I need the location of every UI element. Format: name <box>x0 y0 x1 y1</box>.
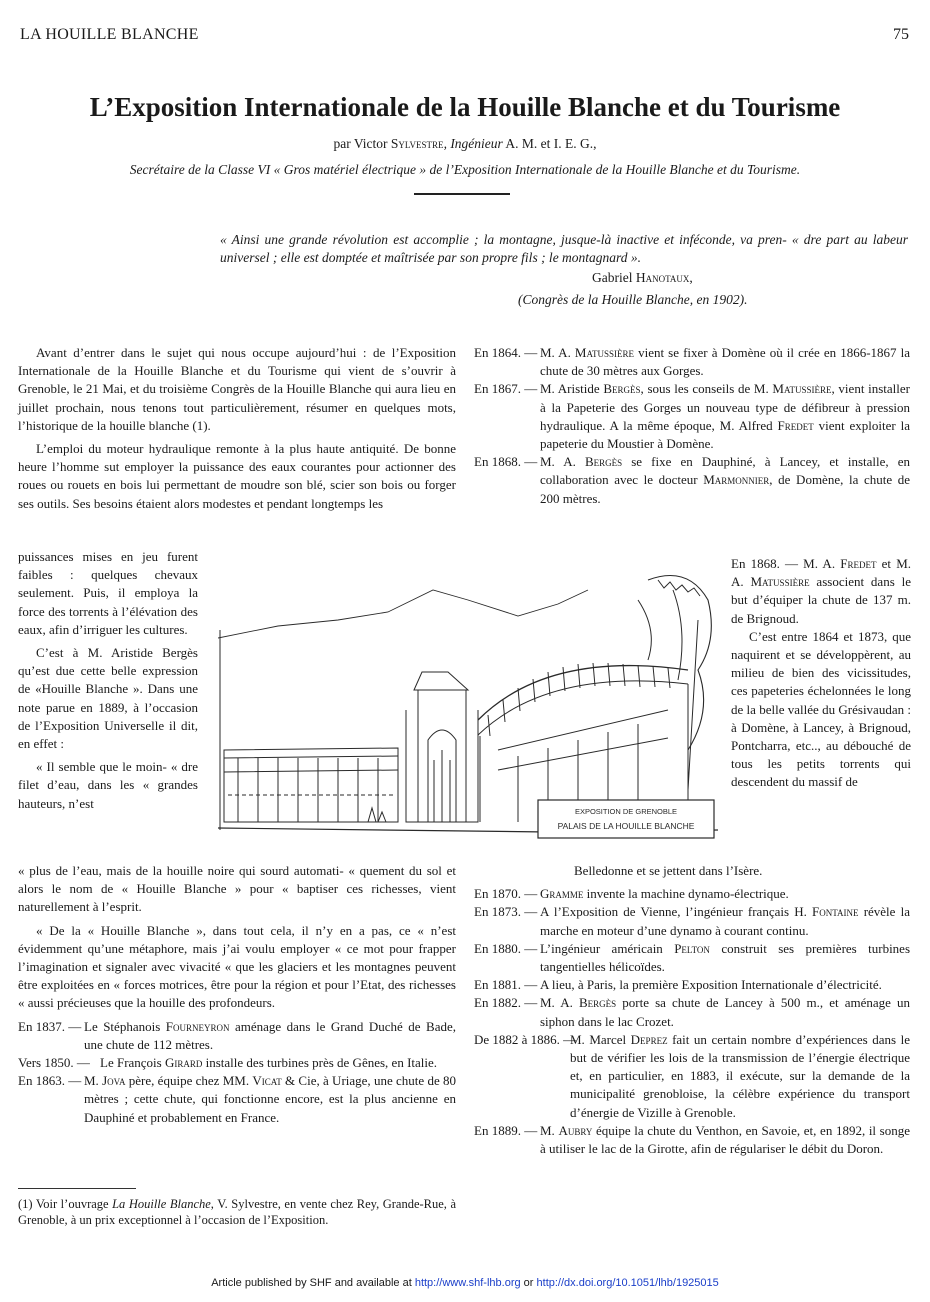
paragraph-berges: C’est à M. Aristide Bergès qu’est due cette belle expression de «Houille Blanche ». Dans une note parue en 1889, à l’occasion de l’Exposition Universelle il dit, en effet : <box>18 645 198 752</box>
running-title: LA HOUILLE BLANCHE <box>20 26 199 43</box>
entry-1850: Vers 1850. — Le François Girard installe des turbines près de Gênes, en Italie. <box>18 1055 438 1071</box>
quote-berges-2: « De la « Houille Blanche », dans tout cela, il n’y en a pas, ce « n’est évidemment qu’une métaphore, mais j’ai voulu employer « ce mot pour frapper l’imagination et signaler avec vivacité « que les glaciers et les montagnes peuvent être exploitées en « forces motrices, être pour la région et pour l’Etat, des richesses « aussi précieuses que la houille des profondeurs. <box>18 922 456 1011</box>
left-column-lower <box>18 862 456 1127</box>
entry-1868: En 1868. — M. A. Bergès se fixe en Dauphiné, à Lancey, et installe, en collaboration avec le docteur Marmonnier, de Domène, la chute de 200 mètres. <box>474 454 910 506</box>
entry-1882: En 1882. — M. A. Bergès porte sa chute de Lancey à 500 m., et aménage un siphon dans le lac Crozet. <box>474 995 910 1029</box>
paragraph-intro: Avant d’entrer dans le sujet qui nous occupe aujourd’hui : de l’Exposition Internationale de la Houille Blanche et du Tourisme qui vient de s’ouvrir à Grenoble, le 21 Mai, et du troisième Congrès de la Houille Blanche qui aura lieu en juillet prochain, nous tenons tout particulièrement, résumer en quelques mots, l’historique de la houille blanche (1). <box>18 345 456 433</box>
palais-illustration <box>218 560 720 850</box>
entry-1868-fredet: En 1868. — M. A. Fredet et M. A. Matussière associent dans le but d’équiper la chute de 137 m. de Brignoud. <box>731 556 912 626</box>
title-rule <box>414 193 510 195</box>
entry-1870: En 1870. — Gramme invente la machine dynamo-électrique. <box>474 886 789 902</box>
entry-1873: En 1873. — A l’Exposition de Vienne, l’ingénieur français H. Fontaine révèle la marche en moteur d’une dynamo à courant continu. <box>474 904 910 938</box>
byline: par Victor Sylvestre, Ingénieur A. M. et I. E. G., <box>333 136 597 151</box>
quote-berges-cont: « plus de l’eau, mais de la houille noire qui sourd automati- « quement du sol et alors le nom de « Houille Blanche » pour « baptiser ces richesses, vient naturellement à l’esprit. <box>18 863 456 915</box>
illustration-drawing <box>218 576 718 839</box>
paragraph-history: L’emploi du moteur hydraulique remonte à la plus haute antiquité. De bonne heure l’homme sut employer la puissance des eaux courantes pour actionner des roues ou rouets en bois lui permettant de moudre son blé, scier son bois ou forger ses outils. Ses besoins étaient alors modestes et pendant longtemps les <box>18 441 456 511</box>
right-column-top <box>474 344 910 508</box>
paragraph-papeteries-cont: Belledonne et se jettent dans l’Isère. <box>574 863 763 878</box>
subtitle: Secrétaire de la Classe VI « Gros matériel électrique » de l’Exposition Internationale de la Houille Blanche et du Tourisme. <box>129 162 801 177</box>
epigraph: « Ainsi une grande révolution est accomplie ; la montagne, jusque-là inactive et inféconde, va pren- « dre part au labeur universel ; elle est domptée et maîtrisée par son propre fils ; le montagnard ». <box>220 232 908 265</box>
publication-footer: Article published by SHF and available at http://www.shf-lhb.org or http://dx.doi.org/10.1051/lhb/1925015 <box>211 1277 719 1289</box>
entry-1864: En 1864. — M. A. Matussière vient se fixer à Domène où il crée en 1866-1867 la chute de 30 mètres aux Gorges. <box>474 345 910 379</box>
epigraph-author: Gabriel Hanotaux, <box>592 270 693 285</box>
illustration-caption-top: EXPOSITION DE GRENOBLE <box>574 807 678 816</box>
entry-1880: En 1880. — L’ingénieur américain Pelton construit ses premières turbines tangentielles hélicoïdes. <box>474 940 911 975</box>
entry-1889: En 1889. — M. Aubry équipe la chute du Venthon, en Savoie, et, en 1892, il songe à utiliser le lac de la Girotte, afin de régulariser le débit du Doron. <box>474 1122 910 1157</box>
quote-berges-start: « Il semble que le moin- « dre filet d’eau, dans les « grandes hauteurs, n’est <box>18 759 198 811</box>
right-column-narrow <box>731 555 911 792</box>
entry-1881: En 1881. — A lieu, à Paris, la première Exposition Internationale d’électricité. <box>474 977 882 993</box>
entry-1863: En 1863. — M. Jova père, équipe chez MM. Vicat & Cie, à Uriage, une chute de 80 mètres ; cette chute, qui fonctionne encore, est la plus ancienne en Dauphiné et probablement en France. <box>18 1073 456 1125</box>
entry-1867: En 1867. — M. Aristide Bergès, sous les conseils de M. Matussière, vient installer à la Papeterie des Gorges un nouveau type de défibreur à pression hydraulique. A la même époque, M. Alfred Fredet vient exploiter la papeterie du Moustier à Domène. <box>474 381 910 452</box>
article-title: L’Exposition Internationale de la Houille Blanche et du Tourisme <box>89 92 841 122</box>
shf-link[interactable]: http://www.shf-lhb.org <box>414 1277 521 1289</box>
paragraph-papeteries: C’est entre 1864 et 1873, que naquirent et se développèrent, au milieu de bien des vicissitudes, ces papeteries échelonnées le long de la belle vallée du Grésivaudan : à Domène, à Lancey, à Brignoud, Pontcharra, etc.., au débouché de tous les petits torrents qui descendent du massif de <box>731 628 911 790</box>
paragraph-history-cont: puissances mises en jeu furent faibles : quelques chevaux seulement. Puis, il employa la force des torrents à l’élévation des eaux, afin d’irriguer les cultures. <box>18 549 198 637</box>
doi-link[interactable]: http://dx.doi.org/10.1051/lhb/1925015 <box>536 1277 719 1289</box>
page-number: 75 <box>893 26 909 43</box>
left-column-top <box>18 344 456 513</box>
epigraph-source: (Congrès de la Houille Blanche, en 1902). <box>518 292 748 307</box>
left-column-narrow <box>18 548 198 813</box>
entry-1837: En 1837. — Le Stéphanois Fourneyron aménage dans le Grand Duché de Bade, une chute de 112 mètres. <box>18 1018 456 1052</box>
footnote-rule <box>18 1188 136 1189</box>
entry-1882-1886: De 1882 à 1886. — M. Marcel Deprez fait un certain nombre d’expériences dans le but de vérifier les lois de la transmission de l’énergie électrique et, en particulier, en 1883, il exécute, sur la demande de la municipalité grenobloise, la célèbre expérience du transport d’énergie de Vizille à Grenoble. <box>474 1031 910 1120</box>
footnote: (1) Voir l’ouvrage La Houille Blanche, V. Sylvestre, en vente chez Rey, Grande-Rue, à Grenoble, à un prix exceptionnel à l’occasion de l’Exposition. <box>18 1197 456 1227</box>
right-column-lower <box>474 862 910 1158</box>
illustration-caption-bottom: PALAIS DE LA HOUILLE BLANCHE <box>557 821 695 831</box>
